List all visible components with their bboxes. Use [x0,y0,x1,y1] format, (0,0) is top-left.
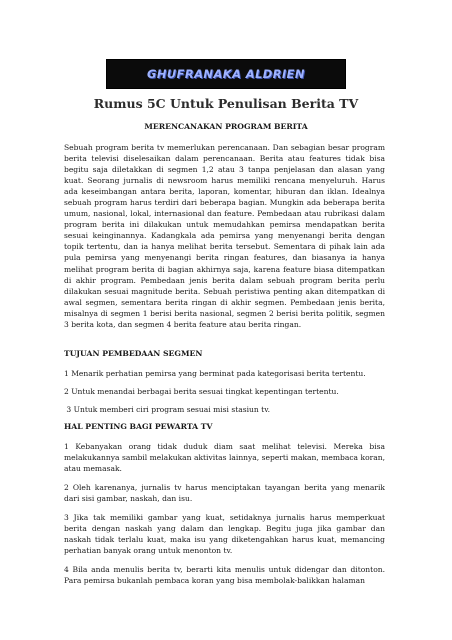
document-title: Rumus 5C Untuk Penulisan Berita TV [93,96,359,111]
author-banner [107,60,345,88]
tujuan-item-3: 3 Untuk memberi ciri program sesuai misi stasiun tv. [64,405,270,414]
section-heading: MERENCANAKAN PROGRAM BERITA [144,122,308,131]
hal-item-4: 4 Bila anda menulis berita tv, berarti kita menulis untuk didengar dan ditonton. Para pemirsa bukanlah pembaca koran yang bisa membolak-balikkan halaman [64,565,385,586]
hal-item-2: 2 Oleh karenanya, jurnalis tv harus menciptakan tayangan berita yang menarik dari sisi gambar, naskah, dan isu. [64,483,385,504]
intro-paragraph: Sebuah program berita tv memerlukan perencanaan. Dan sebagian besar program berita televisi diselesaikan dalam perencanaan. Berita atau features tidak bisa begitu saja diletakkan di segmen 1,2 atau 3 tanpa penjelasan dan alasan yang kuat. Seorang jurnalis di newsroom harus memiliki rencana menyeluruh. Harus ada keseimbangan antara berita, laporan, komentar, hiburan dan iklan. Idealnya sebuah program harus terdiri dari beberapa bagian. Mungkin ada beberapa berita umum, nasional, lokal, internasional dan feature. Pembedaan atau rubrikasi dalam program berita ini dilakukan untuk memudahkan pemirsa mendapatkan berita sesuai keinginannya. Kadangkala ada pemirsa yang menyenangi berita dengan topik tertentu, dan ia hanya melihat berita tersebut. Sementara di pihak lain ada pula pemirsa yang menyenangi berita ringan features, dan biasanya ia hanya melihat program berita di bagian akhirnya saja, karena feature biasa ditempatkan di akhir program. Pembedaan jenis berita dalam sebuah program berita perlu dilakukan sesuai magnitude berita. Sebuah peristiwa penting akan ditempatkan di awal segmen, sementara berita ringan di akhir segmen. Pembedaan jenis berita, misalnya di segmen 1 berisi berita nasional, segmen 2 berisi berita politik, segmen 3 berita kota, dan segmen 4 berita feature atau berita ringan. [64,143,385,329]
hal-item-3: 3 Jika tak memiliki gambar yang kuat, setidaknya jurnalis harus memperkuat berita dengan naskah yang dalam dan lengkap. Begitu juga jika gambar dan naskah tidak terlalu kuat, maka isu yang diketengahkan harus kuat, memancing perhatian banyak orang untuk menonton tv. [64,513,385,556]
hal-heading: HAL PENTING BAGI PEWARTA TV [64,422,213,431]
intro-paragraph-block [64,142,385,330]
hal-item-1: 1 Kebanyakan orang tidak duduk diam saat melihat televisi. Mereka bisa melakukannya sambil melakukan aktivitas lainnya, seperti makan, membaca koran, atau memasak. [64,442,385,474]
author-name: GHUFRANAKA ALDRIEN [147,67,305,81]
tujuan-item-2: 2 Untuk menandai berbagai berita sesuai tingkat kepentingan tertentu. [64,387,339,396]
tujuan-heading: TUJUAN PEMBEDAAN SEGMEN [64,349,203,358]
tujuan-item-1: 1 Menarik perhatian pemirsa yang berminat pada kategorisasi berita tertentu. [64,369,366,378]
